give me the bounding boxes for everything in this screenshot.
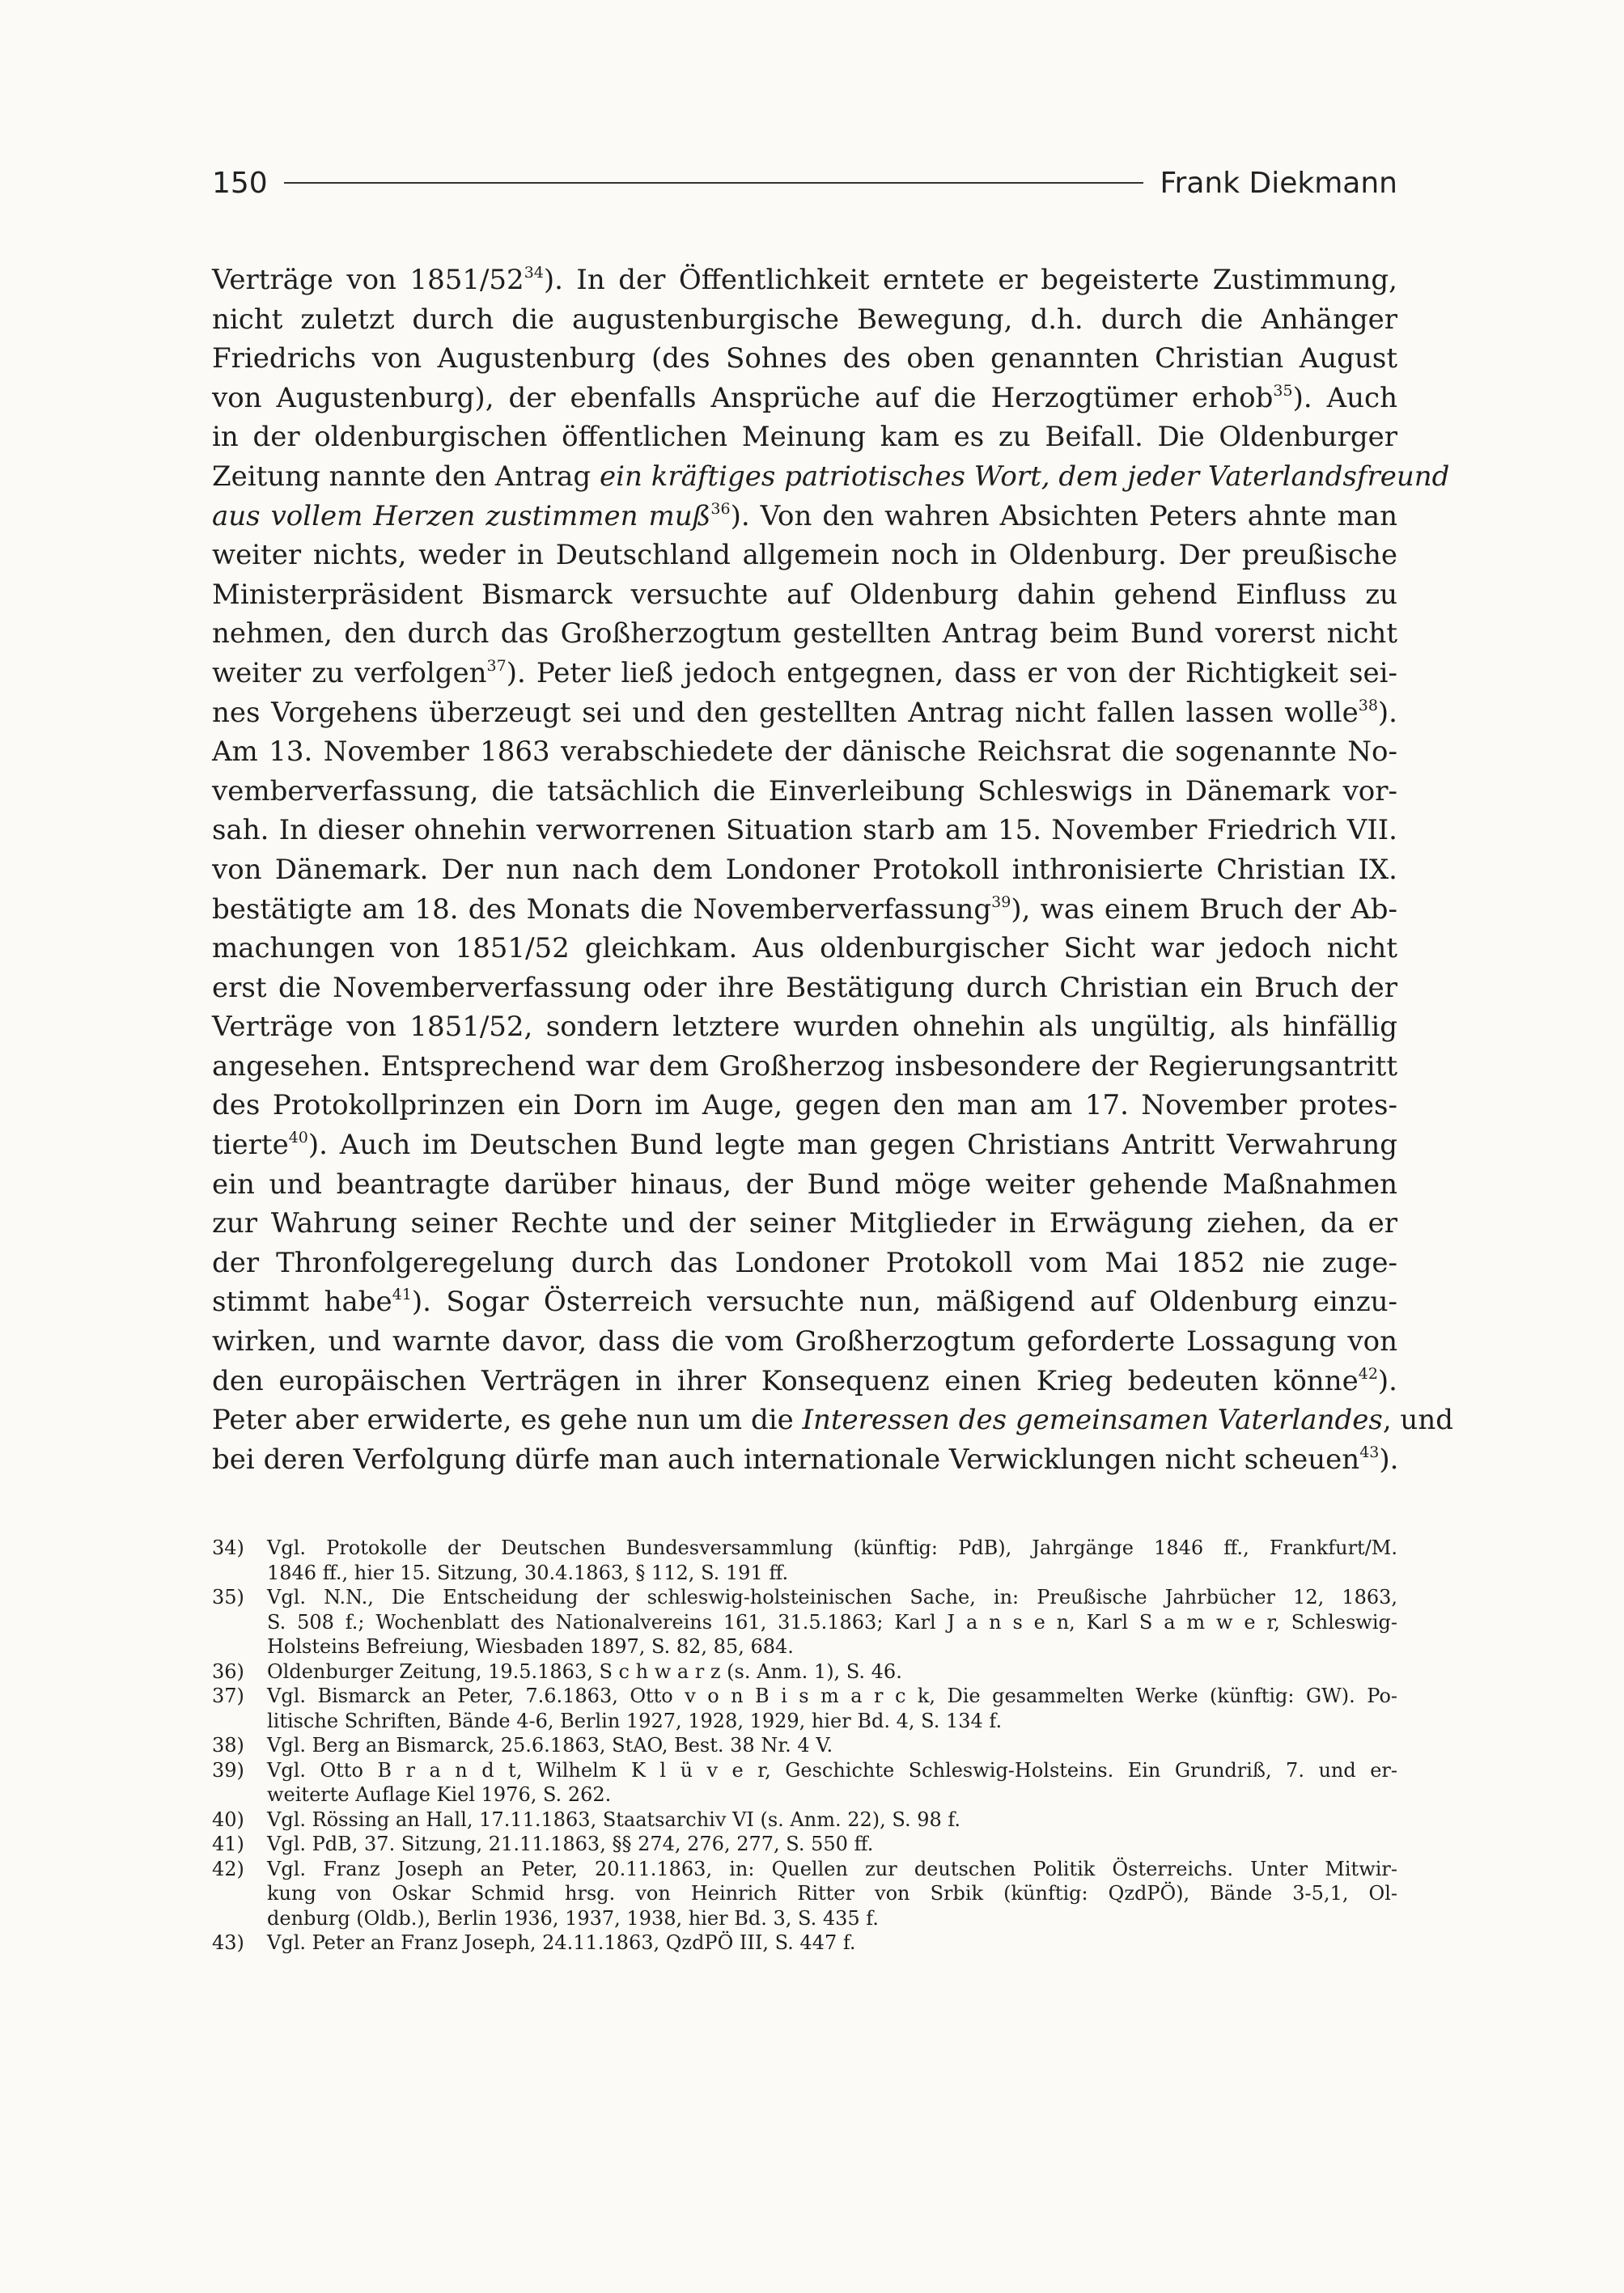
footnote-number: 41) — [212, 1833, 244, 1855]
footnote — [212, 1585, 1397, 1659]
footnote-line: S. 508 f.; Wochenblatt des Nationalvereins 161, 31.5.1863; Karl J a n s e n, Karl S a m w e r, Schleswig- — [267, 1610, 1397, 1634]
body-line: des Protokollprinzen ein Dorn im Auge, gegen den man am 17. November protes- — [212, 1089, 1397, 1122]
footnote-ref: 36 — [710, 499, 731, 518]
body-line: aus vollem Herzen zustimmen muß$^{36}$). Von den wahren Absichten Peters ahnte man — [212, 499, 1398, 532]
footnote-line: Vgl. N.N., Die Entscheidung der schleswig-holsteinischen Sache, in: Preußische Jahrbücher 12, 1863, — [267, 1586, 1397, 1608]
body-line: stimmt habe$^{41}$). Sogar Österreich versuchte nun, mäßigend auf Oldenburg einzu- — [212, 1286, 1397, 1319]
footnote-line: Holsteins Befreiung, Wiesbaden 1897, S. 82, 85, 684. — [267, 1635, 794, 1658]
footnote-ref: 35 — [1273, 381, 1293, 400]
footnote — [212, 1684, 1397, 1733]
body-line: der Thronfolgeregelung durch das Londoner Protokoll vom Mai 1852 nie zuge- — [212, 1246, 1397, 1279]
footnote-text — [267, 1832, 1397, 1857]
body-line: Verträge von 1851/52, sondern letztere wurden ohnehin als ungültig, als hinfällig — [212, 1011, 1397, 1044]
body-line: Zeitung nannte den Antrag ein kräftiges patriotisches Wort, dem jeder Vaterlandsfreund — [212, 460, 1450, 493]
footnote-number: 40) — [212, 1808, 244, 1831]
italic-quote: aus vollem Herzen zustimmen muß — [212, 499, 711, 532]
footnote-number: 34) — [212, 1536, 244, 1559]
body-line: vemberverfassung, die tatsächlich die Einverleibung Schleswigs in Dänemark vor- — [212, 774, 1397, 807]
page-number: 150 — [212, 166, 268, 200]
body-line: Am 13. November 1863 verabschiedete der dänische Reichsrat die sogenannte No- — [212, 735, 1397, 769]
footnote-line: Vgl. Protokolle der Deutschen Bundesversammlung (künftig: PdB), Jahrgänge 1846 ff., Frankfurt/M. — [267, 1536, 1397, 1559]
footnote-text — [267, 1758, 1397, 1808]
footnote-text — [267, 1931, 1397, 1956]
footnote-line: Vgl. Franz Joseph an Peter, 20.11.1863, in: Quellen zur deutschen Politik Österreichs. Unter Mitwir- — [267, 1857, 1397, 1880]
footnote-line: Vgl. Otto B r a n d t, Wilhelm K l ü v e r, Geschichte Schleswig-Holsteins. Ein Grundriß, 7. und er- — [267, 1758, 1397, 1782]
footnote-ref: 42 — [1358, 1364, 1378, 1383]
footnote-ref: 39 — [991, 892, 1011, 911]
body-line: tierte$^{40}$). Auch im Deutschen Bund legte man gegen Christians Antritt Verwahrung — [212, 1129, 1397, 1162]
footnote-text — [267, 1585, 1397, 1659]
footnote-text — [267, 1733, 1397, 1758]
footnote-ref: 38 — [1358, 696, 1378, 714]
footnote — [212, 1733, 1397, 1758]
body-line: weiter zu verfolgen$^{37}$). Peter ließ jedoch entgegnen, dass er von der Richtigkeit sei- — [212, 656, 1398, 689]
footnote-number: 37) — [212, 1685, 244, 1707]
body-line: erst die Novemberverfassung oder ihre Bestätigung durch Christian ein Bruch der — [212, 971, 1397, 1004]
footnote-ref: 37 — [486, 656, 507, 675]
italic-quote: ein kräftiges patriotisches Wort, dem jeder Vaterlandsfreund — [600, 460, 1450, 493]
footnote-line: weiterte Auflage Kiel 1976, S. 262. — [267, 1783, 612, 1806]
footnote — [212, 1808, 1397, 1833]
footnote-line: Vgl. PdB, 37. Sitzung, 21.11.1863, §§ 274, 276, 277, S. 550 ff. — [267, 1833, 874, 1855]
body-line: Peter aber erwiderte, es gehe nun um die Interessen des gemeinsamen Vaterlandes, und — [212, 1404, 1453, 1437]
body-line: wirken, und warnte davor, dass die vom Großherzogtum geforderte Lossagung von — [212, 1325, 1397, 1358]
footnote — [212, 1931, 1397, 1956]
footnote — [212, 1832, 1397, 1857]
body-line: den europäischen Verträgen in ihrer Konsequenz einen Krieg bedeuten könne$^{42}$). — [212, 1364, 1397, 1397]
footnote-line: litische Schriften, Bände 4-6, Berlin 1927, 1928, 1929, hier Bd. 4, S. 134 f. — [267, 1709, 1003, 1732]
body-line: Friedrichs von Augustenburg (des Sohnes des oben genannten Christian August — [212, 342, 1397, 375]
footnote — [212, 1536, 1397, 1585]
body-line: nes Vorgehens überzeugt sei und den gestellten Antrag nicht fallen lassen wolle$^{38}$). — [212, 696, 1397, 729]
footnote — [212, 1659, 1397, 1685]
footnote-number: 43) — [212, 1931, 244, 1954]
footnote-number: 42) — [212, 1857, 244, 1880]
footnote-text — [267, 1684, 1397, 1733]
footnote-line: Oldenburger Zeitung, 19.5.1863, S c h w a r z (s. Anm. 1), S. 46. — [267, 1659, 902, 1683]
footnote-text — [267, 1659, 1397, 1685]
footnote-line: Vgl. Berg an Bismarck, 25.6.1863, StAO, Best. 38 Nr. 4 V. — [267, 1734, 833, 1757]
body-text — [212, 261, 1453, 1479]
body-line: weiter nichts, weder in Deutschland allgemein noch in Oldenburg. Der preußische — [212, 539, 1397, 572]
body-line: bei deren Verfolgung dürfe man auch internationale Verwicklungen nicht scheuen$^{43}$). — [212, 1443, 1399, 1476]
footnote-text — [267, 1857, 1397, 1931]
header-rule — [284, 182, 1144, 184]
body-line: machungen von 1851/52 gleichkam. Aus oldenburgischer Sicht war jedoch nicht — [212, 932, 1397, 965]
body-line: zur Wahrung seiner Rechte und der seiner Mitglieder in Erwägung ziehen, da er — [212, 1207, 1397, 1240]
body-line: sah. In dieser ohnehin verworrenen Situation starb am 15. November Friedrich VII. — [212, 814, 1397, 847]
footnote-ref: 40 — [288, 1129, 308, 1147]
footnote — [212, 1857, 1397, 1931]
footnote-text — [267, 1808, 1397, 1833]
body-line: Verträge von $1851/52^{34}$). In der Öffentlichkeit erntete er begeisterte Zustimmung, — [212, 264, 1397, 296]
body-line: Ministerpräsident Bismarck versuchte auf Oldenburg dahin gehend Einfluss zu — [212, 578, 1397, 611]
italic-quote: Interessen des gemeinsamen Vaterlandes — [802, 1404, 1383, 1437]
footnote-line: Vgl. Bismarck an Peter, 7.6.1863, Otto v o n B i s m a r c k, Die gesammelten Werke (künftig: GW). Po- — [267, 1685, 1397, 1707]
footnote — [212, 1758, 1397, 1808]
page-header — [212, 159, 1397, 207]
running-head-author: Frank Diekmann — [1160, 166, 1397, 200]
footnote-line: Vgl. Peter an Franz Joseph, 24.11.1863, QzdPÖ III, S. 447 f. — [267, 1931, 856, 1954]
body-line: nehmen, den durch das Großherzogtum gestellten Antrag beim Bund vorerst nicht — [212, 617, 1397, 651]
footnote-line: kung von Oskar Schmid hrsg. von Heinrich Ritter von Srbik (künftig: QzdPÖ), Bände 3-5,1, Ol- — [267, 1882, 1397, 1905]
body-line: angesehen. Entsprechend war dem Großherzog insbesondere der Regierungsantritt — [212, 1049, 1397, 1083]
footnote-number: 35) — [212, 1586, 244, 1608]
footnote-number: 39) — [212, 1758, 244, 1782]
footnote-text — [267, 1536, 1397, 1585]
body-line: nicht zuletzt durch die augustenburgische Bewegung, d.h. durch die Anhänger — [212, 303, 1397, 336]
footnote-ref: 43 — [1359, 1443, 1380, 1461]
footnote-number: 38) — [212, 1734, 244, 1757]
footnotes — [212, 1536, 1397, 1956]
body-line: von Augustenburg), der ebenfalls Ansprüche auf die Herzogtümer erhob$^{35}$). Auch — [212, 381, 1397, 414]
body-line: ein und beantragte darüber hinaus, der Bund möge weiter gehende Maßnahmen — [212, 1168, 1397, 1201]
footnote-number: 36) — [212, 1659, 244, 1683]
footnote-line: 1846 ff., hier 15. Sitzung, 30.4.1863, § 112, S. 191 ff. — [267, 1561, 789, 1584]
footnote-line: denburg (Oldb.), Berlin 1936, 1937, 1938, hier Bd. 3, S. 435 f. — [267, 1906, 879, 1930]
footnote-line: Vgl. Rössing an Hall, 17.11.1863, Staatsarchiv VI (s. Anm. 22), S. 98 f. — [267, 1808, 961, 1831]
body-line: bestätigte am 18. des Monats die Novemberverfassung$^{39}$), was einem Bruch der Ab- — [212, 892, 1397, 926]
footnote-ref: 34 — [524, 264, 544, 282]
footnote-ref: 41 — [392, 1286, 412, 1304]
body-line: in der oldenburgischen öffentlichen Meinung kam es zu Beifall. Die Oldenburger — [212, 421, 1397, 454]
body-line: von Dänemark. Der nun nach dem Londoner Protokoll inthronisierte Christian IX. — [212, 853, 1397, 886]
